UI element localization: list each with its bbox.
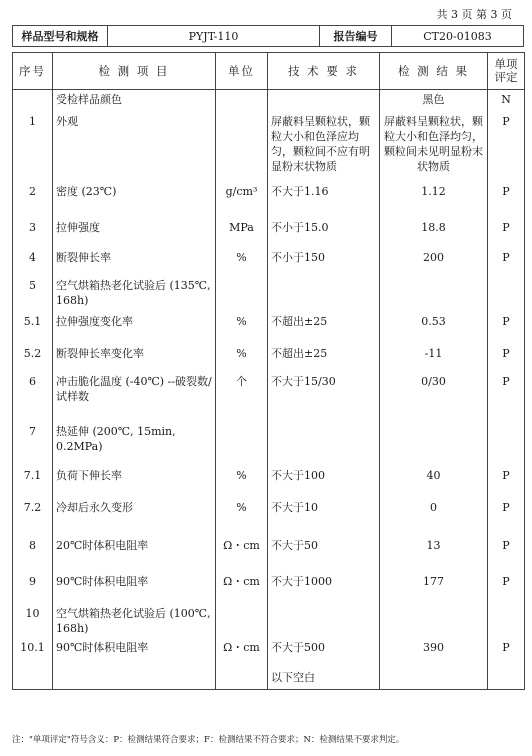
model-value: PYJT-110 bbox=[108, 26, 320, 46]
cell-evaluation: P bbox=[488, 248, 525, 276]
col-header-unit: 单位 bbox=[216, 53, 268, 90]
table-row bbox=[13, 372, 525, 422]
cell-test-item: 负荷下伸长率 bbox=[53, 466, 216, 498]
cell-requirement bbox=[268, 276, 380, 312]
cell-row-number: 10.1 bbox=[13, 638, 53, 668]
table-row bbox=[13, 90, 525, 112]
cell-row-number: 9 bbox=[13, 572, 53, 604]
cell-result bbox=[380, 668, 488, 690]
cell-evaluation: P bbox=[488, 218, 525, 248]
cell-evaluation bbox=[488, 604, 525, 638]
cell-row-number: 3 bbox=[13, 218, 53, 248]
cell-result: 0/30 bbox=[380, 372, 488, 422]
cell-result: 0.53 bbox=[380, 312, 488, 344]
cell-unit: Ω・cm bbox=[216, 638, 268, 668]
table-row bbox=[13, 182, 525, 218]
table-header-row bbox=[13, 53, 525, 90]
cell-result bbox=[380, 422, 488, 466]
table-row bbox=[13, 536, 525, 572]
cell-row-number: 7 bbox=[13, 422, 53, 466]
cell-result: 0 bbox=[380, 498, 488, 536]
cell-unit bbox=[216, 90, 268, 112]
cell-test-item: 90℃时体积电阻率 bbox=[53, 638, 216, 668]
cell-unit: MPa bbox=[216, 218, 268, 248]
cell-requirement: 不超出±25 bbox=[268, 344, 380, 372]
cell-test-item: 拉伸强度变化率 bbox=[53, 312, 216, 344]
cell-row-number: 8 bbox=[13, 536, 53, 572]
cell-row-number: 5.2 bbox=[13, 344, 53, 372]
cell-test-item: 拉伸强度 bbox=[53, 218, 216, 248]
table-row bbox=[13, 638, 525, 668]
page-indicator: 共 3 页 第 3 页 bbox=[436, 8, 512, 21]
cell-requirement: 屏蔽料呈颗粒状，颗粒大小和色泽应均匀，颗粒间不应有明显粉末状物质 bbox=[268, 112, 380, 182]
cell-evaluation: P bbox=[488, 638, 525, 668]
col-header-result: 检 测 结 果 bbox=[380, 53, 488, 90]
cell-result: 黑色 bbox=[380, 90, 488, 112]
report-number-label: 报告编号 bbox=[320, 26, 392, 46]
cell-row-number bbox=[13, 668, 53, 690]
cell-row-number: 4 bbox=[13, 248, 53, 276]
table-row bbox=[13, 344, 525, 372]
cell-evaluation bbox=[488, 422, 525, 466]
cell-evaluation bbox=[488, 668, 525, 690]
cell-evaluation: P bbox=[488, 466, 525, 498]
cell-unit: Ω・cm bbox=[216, 536, 268, 572]
table-row bbox=[13, 248, 525, 276]
cell-result: 1.12 bbox=[380, 182, 488, 218]
cell-result: -11 bbox=[380, 344, 488, 372]
cell-result: 13 bbox=[380, 536, 488, 572]
cell-row-number: 6 bbox=[13, 372, 53, 422]
cell-evaluation: P bbox=[488, 372, 525, 422]
cell-evaluation: P bbox=[488, 344, 525, 372]
footer-note: 注："单项评定"符号含义：P：检测结果符合要求；F：检测结果不符合要求；N：检测结果不要求判定。 bbox=[12, 735, 405, 745]
cell-unit: g/cm³ bbox=[216, 182, 268, 218]
cell-result: 390 bbox=[380, 638, 488, 668]
table-row bbox=[13, 112, 525, 182]
report-header bbox=[12, 25, 524, 47]
cell-unit bbox=[216, 276, 268, 312]
cell-unit: % bbox=[216, 344, 268, 372]
cell-requirement: 不大于10 bbox=[268, 498, 380, 536]
cell-row-number: 5.1 bbox=[13, 312, 53, 344]
report-number-value: CT20-01083 bbox=[423, 29, 492, 43]
cell-result: 屏蔽料呈颗粒状，颗粒大小和色泽均匀，颗粒间未见明显粉末状物质 bbox=[380, 112, 488, 182]
table-row bbox=[13, 312, 525, 344]
cell-row-number: 2 bbox=[13, 182, 53, 218]
cell-test-item: 断裂伸长率变化率 bbox=[53, 344, 216, 372]
cell-requirement bbox=[268, 90, 380, 112]
table-row bbox=[13, 466, 525, 498]
cell-test-item: 冷却后永久变形 bbox=[53, 498, 216, 536]
col-header-no: 序号 bbox=[13, 53, 53, 90]
cell-unit bbox=[216, 604, 268, 638]
cell-test-item: 空气烘箱热老化试验后 (100℃, 168h) bbox=[53, 604, 216, 638]
cell-evaluation: P bbox=[488, 572, 525, 604]
cell-test-item: 20℃时体积电阻率 bbox=[53, 536, 216, 572]
cell-requirement: 以下空白 bbox=[268, 668, 380, 690]
cell-result: 40 bbox=[380, 466, 488, 498]
table-row bbox=[13, 498, 525, 536]
cell-requirement: 不小于150 bbox=[268, 248, 380, 276]
cell-result bbox=[380, 604, 488, 638]
cell-row-number: 5 bbox=[13, 276, 53, 312]
cell-requirement: 不小于15.0 bbox=[268, 218, 380, 248]
cell-test-item: 冲击脆化温度 (-40℃) --破裂数/试样数 bbox=[53, 372, 216, 422]
cell-unit: % bbox=[216, 248, 268, 276]
cell-requirement bbox=[268, 604, 380, 638]
cell-test-item bbox=[53, 668, 216, 690]
cell-result: 18.8 bbox=[380, 218, 488, 248]
cell-unit: % bbox=[216, 312, 268, 344]
col-header-evaluation: 单项评定 bbox=[488, 53, 525, 90]
col-header-item: 检 测 项 目 bbox=[53, 53, 216, 90]
cell-test-item: 密度 (23℃) bbox=[53, 182, 216, 218]
table-row bbox=[13, 422, 525, 466]
cell-test-item: 90℃时体积电阻率 bbox=[53, 572, 216, 604]
cell-evaluation: P bbox=[488, 498, 525, 536]
cell-test-item: 断裂伸长率 bbox=[53, 248, 216, 276]
cell-unit: Ω・cm bbox=[216, 572, 268, 604]
col-header-requirement: 技 术 要 求 bbox=[268, 53, 380, 90]
cell-requirement: 不大于1000 bbox=[268, 572, 380, 604]
cell-result: 200 bbox=[380, 248, 488, 276]
table-row bbox=[13, 276, 525, 312]
cell-evaluation: P bbox=[488, 536, 525, 572]
cell-requirement: 不大于50 bbox=[268, 536, 380, 572]
cell-requirement bbox=[268, 422, 380, 466]
cell-requirement: 不大于15/30 bbox=[268, 372, 380, 422]
cell-unit bbox=[216, 422, 268, 466]
cell-row-number: 7.1 bbox=[13, 466, 53, 498]
cell-requirement: 不超出±25 bbox=[268, 312, 380, 344]
table-row bbox=[13, 218, 525, 248]
cell-test-item: 空气烘箱热老化试验后 (135℃, 168h) bbox=[53, 276, 216, 312]
cell-evaluation: P bbox=[488, 112, 525, 182]
cell-test-item: 受检样品颜色 bbox=[53, 90, 216, 112]
model-label: 样品型号和规格 bbox=[13, 26, 108, 46]
cell-unit: % bbox=[216, 466, 268, 498]
cell-evaluation: N bbox=[488, 90, 525, 112]
table-row bbox=[13, 604, 525, 638]
cell-row-number bbox=[13, 90, 53, 112]
cell-unit: 个 bbox=[216, 372, 268, 422]
cell-requirement: 不大于100 bbox=[268, 466, 380, 498]
cell-evaluation bbox=[488, 276, 525, 312]
cell-unit: % bbox=[216, 498, 268, 536]
cell-requirement: 不大于1.16 bbox=[268, 182, 380, 218]
cell-row-number: 7.2 bbox=[13, 498, 53, 536]
cell-row-number: 10 bbox=[13, 604, 53, 638]
table-row bbox=[13, 572, 525, 604]
cell-requirement: 不大于500 bbox=[268, 638, 380, 668]
cell-evaluation: P bbox=[488, 182, 525, 218]
cell-result: 177 bbox=[380, 572, 488, 604]
cell-row-number: 1 bbox=[13, 112, 53, 182]
cell-evaluation: P bbox=[488, 312, 525, 344]
cell-result bbox=[380, 276, 488, 312]
cell-test-item: 外观 bbox=[53, 112, 216, 182]
cell-unit bbox=[216, 112, 268, 182]
cell-test-item: 热延伸 (200℃, 15min, 0.2MPa) bbox=[53, 422, 216, 466]
test-results-table bbox=[12, 52, 525, 690]
table-row bbox=[13, 668, 525, 690]
cell-unit bbox=[216, 668, 268, 690]
